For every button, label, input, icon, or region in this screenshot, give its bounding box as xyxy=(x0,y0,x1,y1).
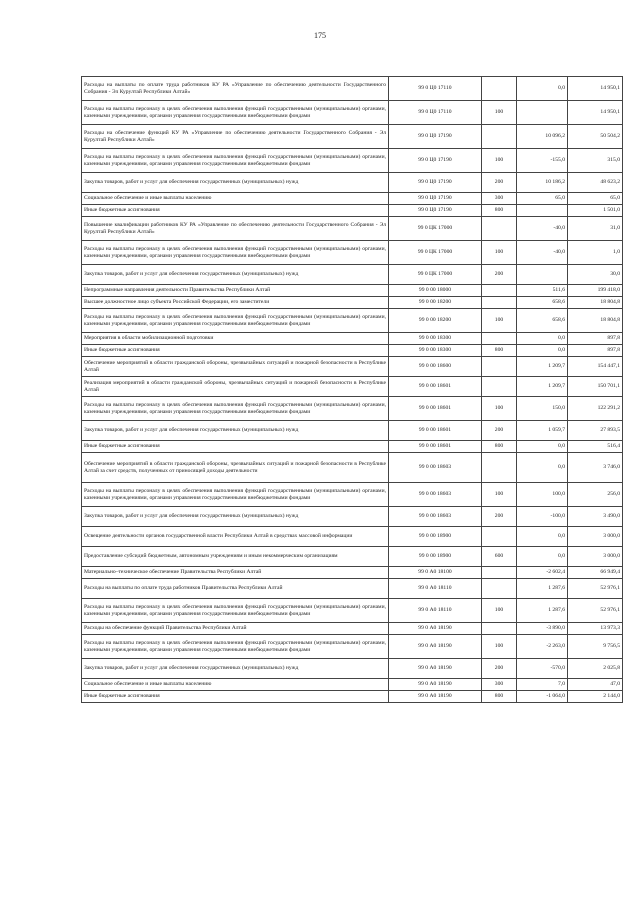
table-cell-change: 10 186,2 xyxy=(517,173,568,193)
table-cell-name: Закупка товаров, работ и услуг для обеспечения государственных (муниципальных) нужд xyxy=(82,507,389,527)
table-cell-total: 14 950,1 xyxy=(568,77,623,101)
table-cell-change: 10 096,2 xyxy=(517,125,568,149)
table-cell-change xyxy=(517,205,568,217)
table-cell-change: 100,0 xyxy=(517,483,568,507)
table-cell-total: 199 418,0 xyxy=(568,285,623,297)
table-cell-change: -1 064,0 xyxy=(517,691,568,703)
table-cell-change: -40,0 xyxy=(517,241,568,265)
table-cell-total: 3 000,0 xyxy=(568,547,623,567)
table-row xyxy=(82,623,623,635)
table-row xyxy=(82,635,623,659)
table-cell-change: -2 263,0 xyxy=(517,635,568,659)
table-row xyxy=(82,101,623,125)
table-row xyxy=(82,173,623,193)
table-cell-type: 100 xyxy=(482,309,517,333)
table-cell-code: 99 0 ЦК 17000 xyxy=(389,265,482,285)
table-cell-name: Расходы на выплаты персоналу в целях обеспечения выполнения функций государственными (муниципальными) органами, казенными учреждениями, органами управления государственными внебюджетными фондами xyxy=(82,149,389,173)
table-cell-type xyxy=(482,453,517,483)
table-cell-type xyxy=(482,579,517,599)
table-cell-type: 200 xyxy=(482,507,517,527)
table-cell-code: 99 0 А0 18190 xyxy=(389,623,482,635)
table-cell-change: 65,0 xyxy=(517,193,568,205)
table-cell-name: Социальное обеспечение и иные выплаты населению xyxy=(82,193,389,205)
table-row xyxy=(82,357,623,377)
table-cell-total: 47,0 xyxy=(568,679,623,691)
table-cell-total: 150 701,1 xyxy=(568,377,623,397)
table-row xyxy=(82,453,623,483)
table-cell-name: Иные бюджетные ассигнования xyxy=(82,345,389,357)
table-cell-change: 658,6 xyxy=(517,309,568,333)
table-row xyxy=(82,285,623,297)
table-cell-code: 99 0 Ц0 17190 xyxy=(389,193,482,205)
table-cell-name: Расходы на выплаты по оплате труда работников КУ РА «Управление по обеспечению деятельности Государственного Собрания - Эл Курултай Республики Алтай» xyxy=(82,77,389,101)
table-cell-name: Расходы на выплаты персоналу в целях обеспечения выполнения функций государственными (муниципальными) органами, казенными учреждениями, органами управления государственными внебюджетными фондами xyxy=(82,241,389,265)
table-cell-type xyxy=(482,297,517,309)
table-cell-name: Расходы на выплаты персоналу в целях обеспечения выполнения функций государственными (муниципальными) органами, казенными учреждениями, органами управления государственными внебюджетными фондами xyxy=(82,635,389,659)
table-cell-name: Мероприятия в области мобилизационной подготовки xyxy=(82,333,389,345)
table-row xyxy=(82,547,623,567)
table-row xyxy=(82,217,623,241)
table-cell-name: Расходы на обеспечение функций КУ РА «Управление по обеспечению деятельности Государственного Собрания - Эл Курултай Республики Алтай» xyxy=(82,125,389,149)
budget-table xyxy=(81,76,623,703)
table-cell-type: 300 xyxy=(482,193,517,205)
table-cell-total: 18 804,8 xyxy=(568,297,623,309)
table-cell-name: Иные бюджетные ассигнования xyxy=(82,691,389,703)
table-row xyxy=(82,241,623,265)
table-cell-code: 99 0 А0 18110 xyxy=(389,599,482,623)
table-cell-change: 1 209,7 xyxy=(517,377,568,397)
table-cell-total: 3 746,0 xyxy=(568,453,623,483)
table-row xyxy=(82,567,623,579)
table-cell-total: 50 504,2 xyxy=(568,125,623,149)
table-cell-code: 99 0 А0 18190 xyxy=(389,691,482,703)
table-cell-code: 99 0 00 18200 xyxy=(389,297,482,309)
table-cell-change: 1 287,6 xyxy=(517,579,568,599)
table-row xyxy=(82,297,623,309)
table-cell-code: 99 0 А0 18190 xyxy=(389,679,482,691)
table-cell-name: Иные бюджетные ассигнования xyxy=(82,205,389,217)
table-cell-code: 99 0 00 18300 xyxy=(389,345,482,357)
table-cell-name: Закупка товаров, работ и услуг для обеспечения государственных (муниципальных) нужд xyxy=(82,421,389,441)
table-cell-name: Закупка товаров, работ и услуг для обеспечения государственных (муниципальных) нужд xyxy=(82,173,389,193)
table-cell-change: 511,6 xyxy=(517,285,568,297)
table-cell-change: 0,0 xyxy=(517,527,568,547)
table-cell-change: -100,0 xyxy=(517,507,568,527)
table-cell-name: Повышение квалификации работников КУ РА «Управление по обеспечению деятельности Государственного Собрания - Эл Курултай Республики Алтай» xyxy=(82,217,389,241)
table-cell-type xyxy=(482,357,517,377)
table-cell-code: 99 0 00 18603 xyxy=(389,507,482,527)
table-cell-code: 99 0 Ц0 17190 xyxy=(389,173,482,193)
table-cell-change: 0,0 xyxy=(517,333,568,345)
table-cell-change xyxy=(517,101,568,125)
table-cell-type: 200 xyxy=(482,173,517,193)
table-cell-change: 658,6 xyxy=(517,297,568,309)
table-cell-change: 150,0 xyxy=(517,397,568,421)
table-row xyxy=(82,507,623,527)
table-cell-change: -2 602,4 xyxy=(517,567,568,579)
table-cell-total: 65,0 xyxy=(568,193,623,205)
table-cell-type xyxy=(482,623,517,635)
table-cell-name: Обеспечение мероприятий в области гражданской обороны, чрезвычайных ситуаций и пожарной безопасности в Республике Алтай за счет средств, полученных от приносящей доходы деятельности xyxy=(82,453,389,483)
table-row xyxy=(82,125,623,149)
table-cell-name: Расходы на выплаты по оплате труда работников Правительства Республики Алтай xyxy=(82,579,389,599)
table-cell-total: 516,4 xyxy=(568,441,623,453)
table-cell-type: 200 xyxy=(482,659,517,679)
table-cell-name: Предоставление субсидий бюджетным, автономным учреждениям и иным некоммерческим организациям xyxy=(82,547,389,567)
table-row xyxy=(82,309,623,333)
table-cell-change: 1 209,7 xyxy=(517,357,568,377)
table-cell-change: -570,0 xyxy=(517,659,568,679)
table-row xyxy=(82,659,623,679)
table-cell-total: 52 976,1 xyxy=(568,599,623,623)
table-cell-type xyxy=(482,527,517,547)
table-cell-code: 99 0 А0 18100 xyxy=(389,567,482,579)
table-cell-change: 0,0 xyxy=(517,345,568,357)
table-cell-type xyxy=(482,125,517,149)
table-cell-total: 122 291,2 xyxy=(568,397,623,421)
table-cell-type: 600 xyxy=(482,547,517,567)
table-cell-type: 100 xyxy=(482,241,517,265)
table-cell-total: 897,8 xyxy=(568,333,623,345)
table-cell-type xyxy=(482,77,517,101)
table-row xyxy=(82,333,623,345)
table-cell-code: 99 0 Ц0 17110 xyxy=(389,101,482,125)
table-cell-name: Обеспечение мероприятий в области гражданской обороны, чрезвычайных ситуаций и пожарной безопасности в Республике Алтай xyxy=(82,357,389,377)
table-cell-change: -3 890,0 xyxy=(517,623,568,635)
table-cell-code: 99 0 ЦК 17000 xyxy=(389,241,482,265)
table-cell-name: Материально–техническое обеспечение Правительства Республики Алтай xyxy=(82,567,389,579)
table-cell-total: 18 804,8 xyxy=(568,309,623,333)
table-cell-type: 100 xyxy=(482,397,517,421)
table-cell-name: Расходы на выплаты персоналу в целях обеспечения выполнения функций государственными (муниципальными) органами, казенными учреждениями, органами управления государственными внебюджетными фондами xyxy=(82,599,389,623)
table-cell-code: 99 0 00 18603 xyxy=(389,483,482,507)
table-row xyxy=(82,483,623,507)
table-cell-total: 48 623,2 xyxy=(568,173,623,193)
table-cell-type: 200 xyxy=(482,421,517,441)
table-cell-type: 100 xyxy=(482,483,517,507)
table-cell-code: 99 0 00 18200 xyxy=(389,309,482,333)
table-cell-change: 0,0 xyxy=(517,547,568,567)
table-cell-total: 14 950,1 xyxy=(568,101,623,125)
table-cell-code: 99 0 00 18000 xyxy=(389,285,482,297)
table-row xyxy=(82,205,623,217)
table-cell-code: 99 0 00 18600 xyxy=(389,357,482,377)
table-cell-total: 27 893,5 xyxy=(568,421,623,441)
table-row xyxy=(82,193,623,205)
table-cell-type: 100 xyxy=(482,599,517,623)
table-cell-name: Реализация мероприятий в области гражданской обороны, чрезвычайных ситуаций и пожарной безопасности в Республике Алтай xyxy=(82,377,389,397)
page-number: 175 xyxy=(314,31,326,40)
table-cell-type: 800 xyxy=(482,441,517,453)
table-cell-name: Высшее должностное лицо субъекта Российской Федерации, его заместители xyxy=(82,297,389,309)
table-cell-type: 100 xyxy=(482,101,517,125)
table-row xyxy=(82,579,623,599)
table-cell-total: 2 144,0 xyxy=(568,691,623,703)
table-cell-name: Закупка товаров, работ и услуг для обеспечения государственных (муниципальных) нужд xyxy=(82,659,389,679)
table-cell-code: 99 0 00 18900 xyxy=(389,547,482,567)
table-cell-total: 897,8 xyxy=(568,345,623,357)
table-cell-code: 99 0 А0 18190 xyxy=(389,659,482,679)
table-cell-code: 99 0 00 18601 xyxy=(389,421,482,441)
table-cell-change: 1 287,6 xyxy=(517,599,568,623)
table-cell-code: 99 0 00 18601 xyxy=(389,397,482,421)
table-cell-name: Непрограммные направления деятельности Правительства Республики Алтай xyxy=(82,285,389,297)
table-cell-code: 99 0 00 18601 xyxy=(389,377,482,397)
table-row xyxy=(82,397,623,421)
table-cell-type: 800 xyxy=(482,345,517,357)
table-row xyxy=(82,691,623,703)
table-cell-total: 1,0 xyxy=(568,241,623,265)
table-cell-change: 0,0 xyxy=(517,441,568,453)
table-cell-change: -40,0 xyxy=(517,217,568,241)
table-cell-type xyxy=(482,285,517,297)
table-cell-code: 99 0 00 18603 xyxy=(389,453,482,483)
table-row xyxy=(82,265,623,285)
table-cell-type xyxy=(482,217,517,241)
table-cell-code: 99 0 Ц0 17190 xyxy=(389,149,482,173)
table-cell-total: 13 973,3 xyxy=(568,623,623,635)
table-cell-total: 3 490,0 xyxy=(568,507,623,527)
table-row xyxy=(82,679,623,691)
table-cell-total: 2 025,8 xyxy=(568,659,623,679)
table-cell-type xyxy=(482,567,517,579)
table-cell-name: Освещение деятельности органов государственной власти Республики Алтай в средствах массовой информации xyxy=(82,527,389,547)
table-cell-total: 256,0 xyxy=(568,483,623,507)
table-cell-change: 0,0 xyxy=(517,453,568,483)
table-cell-change: 0,0 xyxy=(517,77,568,101)
table-row xyxy=(82,441,623,453)
table-row xyxy=(82,77,623,101)
table-cell-name: Расходы на выплаты персоналу в целях обеспечения выполнения функций государственными (муниципальными) органами, казенными учреждениями, органами управления государственными внебюджетными фондами xyxy=(82,483,389,507)
table-cell-total: 52 976,1 xyxy=(568,579,623,599)
table-row xyxy=(82,421,623,441)
table-row xyxy=(82,527,623,547)
table-cell-total: 1 501,0 xyxy=(568,205,623,217)
table-cell-type: 800 xyxy=(482,205,517,217)
table-cell-change: -155,0 xyxy=(517,149,568,173)
table-cell-total: 9 756,5 xyxy=(568,635,623,659)
table-cell-name: Расходы на выплаты персоналу в целях обеспечения выполнения функций государственными (муниципальными) органами, казенными учреждениями, органами управления государственными внебюджетными фондами xyxy=(82,101,389,125)
budget-table-body xyxy=(82,77,623,703)
table-cell-name: Расходы на выплаты персоналу в целях обеспечения выполнения функций государственными (муниципальными) органами, казенными учреждениями, органами управления государственными внебюджетными фондами xyxy=(82,309,389,333)
table-cell-name: Расходы на обеспечение функций Правительства Республики Алтай xyxy=(82,623,389,635)
table-cell-change: 7,0 xyxy=(517,679,568,691)
table-cell-total: 154 447,1 xyxy=(568,357,623,377)
table-row xyxy=(82,345,623,357)
table-cell-code: 99 0 00 18900 xyxy=(389,527,482,547)
table-row xyxy=(82,377,623,397)
table-cell-code: 99 0 А0 18110 xyxy=(389,579,482,599)
table-cell-change xyxy=(517,265,568,285)
table-cell-code: 99 0 00 18601 xyxy=(389,441,482,453)
table-cell-name: Иные бюджетные ассигнования xyxy=(82,441,389,453)
table-cell-total: 3 000,0 xyxy=(568,527,623,547)
table-cell-type: 300 xyxy=(482,679,517,691)
table-cell-name: Расходы на выплаты персоналу в целях обеспечения выполнения функций государственными (муниципальными) органами, казенными учреждениями, органами управления государственными внебюджетными фондами xyxy=(82,397,389,421)
table-cell-name: Социальное обеспечение и иные выплаты населению xyxy=(82,679,389,691)
table-cell-type: 100 xyxy=(482,635,517,659)
table-cell-change: 1 059,7 xyxy=(517,421,568,441)
table-cell-code: 99 0 Ц0 17190 xyxy=(389,205,482,217)
table-cell-code: 99 0 ЦК 17000 xyxy=(389,217,482,241)
table-cell-type: 100 xyxy=(482,149,517,173)
table-cell-code: 99 0 Ц0 17110 xyxy=(389,77,482,101)
table-cell-code: 99 0 А0 18190 xyxy=(389,635,482,659)
table-row xyxy=(82,599,623,623)
table-cell-type xyxy=(482,333,517,345)
table-cell-name: Закупка товаров, работ и услуг для обеспечения государственных (муниципальных) нужд xyxy=(82,265,389,285)
table-cell-code: 99 0 Ц0 17190 xyxy=(389,125,482,149)
table-cell-total: 30,0 xyxy=(568,265,623,285)
table-cell-total: 31,0 xyxy=(568,217,623,241)
table-cell-total: 66 949,4 xyxy=(568,567,623,579)
table-cell-code: 99 0 00 18300 xyxy=(389,333,482,345)
table-row xyxy=(82,149,623,173)
table-cell-type xyxy=(482,377,517,397)
table-cell-type: 200 xyxy=(482,265,517,285)
table-cell-type: 800 xyxy=(482,691,517,703)
table-cell-total: 315,0 xyxy=(568,149,623,173)
